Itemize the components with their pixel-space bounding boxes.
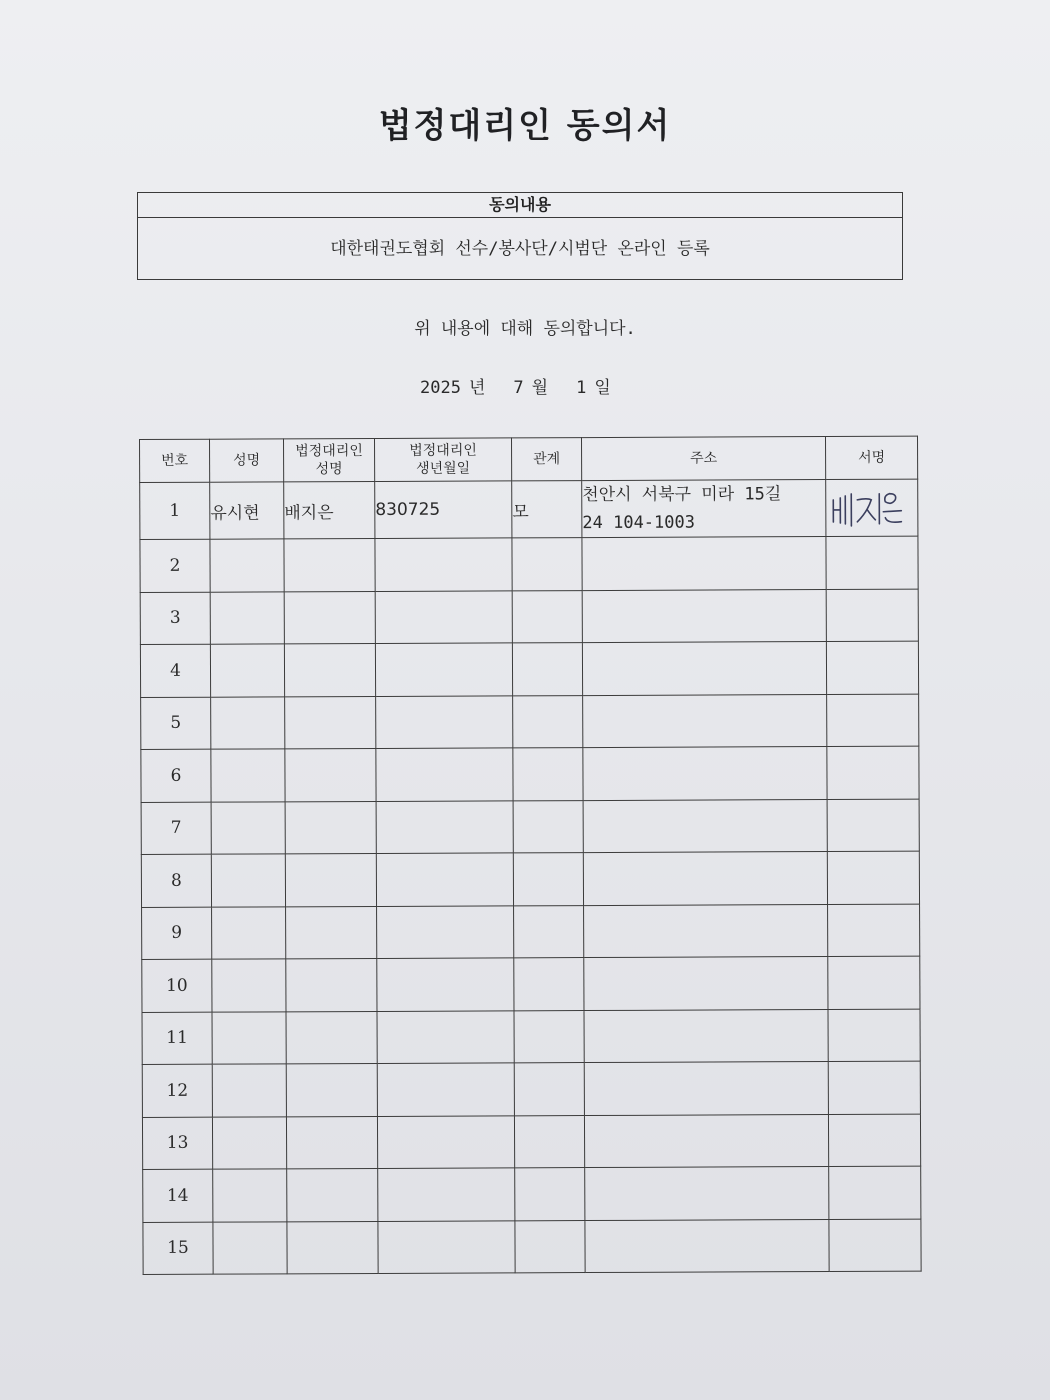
header-number: 번호	[140, 439, 210, 482]
row-relation	[513, 748, 583, 801]
row-name	[212, 906, 286, 959]
row-name	[211, 749, 285, 802]
row-guardian-name	[287, 1221, 378, 1274]
table-row	[142, 1009, 920, 1065]
row-name	[210, 591, 284, 644]
row-name	[212, 959, 286, 1012]
row-guardian-name	[286, 1011, 377, 1064]
row-name: 유시현	[210, 482, 284, 539]
row-address	[583, 747, 827, 801]
row-address	[584, 1114, 828, 1168]
row-number: 8	[141, 854, 211, 907]
row-guardian-name	[284, 538, 375, 591]
row-address-line1: 천안시 서북구 미라 15길	[582, 484, 782, 506]
table-row	[142, 956, 920, 1012]
date-month: 7	[513, 378, 524, 398]
row-number: 13	[142, 1117, 212, 1170]
signing-date	[420, 373, 619, 398]
row-signature	[828, 956, 920, 1009]
row-guardian-name	[286, 1116, 377, 1169]
row-guardian-birth	[376, 853, 513, 906]
row-guardian-birth	[377, 958, 514, 1011]
row-guardian-birth	[377, 1063, 514, 1116]
row-number: 7	[141, 802, 211, 855]
row-signature	[828, 1061, 920, 1114]
row-relation	[512, 643, 582, 696]
handwritten-signature	[827, 486, 917, 530]
row-number: 1	[140, 482, 210, 539]
row-guardian-birth	[378, 1168, 515, 1221]
row-address	[584, 1009, 828, 1063]
row-guardian-name	[285, 801, 376, 854]
row-guardian-birth	[376, 695, 513, 748]
row-name	[211, 696, 285, 749]
row-signature	[829, 1166, 921, 1219]
signature-stroke	[883, 511, 901, 523]
row-signature	[827, 746, 919, 799]
table-row	[141, 746, 919, 802]
row-name	[213, 1169, 287, 1222]
header-guardian-birth-line1: 법정대리인	[409, 442, 477, 459]
agreement-statement: 위 내용에 대해 동의합니다.	[414, 319, 636, 339]
date-year: 2025	[420, 378, 461, 398]
row-signature	[828, 904, 920, 957]
row-signature	[828, 1114, 920, 1167]
header-guardian-birth-line2: 생년월일	[416, 460, 471, 477]
row-guardian-birth: 830725	[375, 481, 512, 539]
header-guardian-name	[284, 438, 375, 481]
row-guardian-birth	[376, 800, 513, 853]
row-address	[585, 1219, 829, 1273]
row-relation	[515, 1168, 585, 1221]
row-address	[583, 799, 827, 853]
signature-stroke	[857, 499, 875, 522]
row-number: 2	[140, 539, 210, 592]
row-relation	[514, 1063, 584, 1116]
row-number: 4	[140, 644, 210, 697]
header-guardian-name-line2: 성명	[315, 461, 343, 478]
date-day: 1	[576, 378, 587, 398]
row-signature	[828, 1009, 920, 1062]
header-address: 주소	[581, 437, 825, 481]
row-signature	[829, 1219, 921, 1272]
row-address	[582, 642, 826, 696]
row-guardian-birth	[375, 538, 512, 591]
row-name	[211, 854, 285, 907]
row-address	[584, 956, 828, 1010]
row-guardian-birth	[377, 1115, 514, 1168]
row-name	[212, 1116, 286, 1169]
row-relation	[514, 1010, 584, 1063]
row-name	[212, 1064, 286, 1117]
table-row	[142, 1114, 920, 1170]
table-body	[140, 479, 921, 1274]
header-signature: 서명	[825, 436, 917, 479]
table-row	[140, 536, 918, 592]
row-address-line2: 24 104-1003	[582, 512, 696, 534]
row-relation	[513, 853, 583, 906]
table-row	[141, 851, 919, 907]
row-number: 3	[140, 592, 210, 645]
table-row	[142, 904, 920, 960]
signature-stroke	[884, 494, 895, 504]
row-address	[582, 589, 826, 643]
row-number: 5	[141, 697, 211, 750]
row-signature	[826, 641, 918, 694]
row-relation	[515, 1220, 585, 1273]
row-signature	[827, 694, 919, 747]
row-name	[213, 1221, 287, 1274]
table-row	[140, 479, 918, 539]
signature-stroke	[845, 494, 851, 526]
row-address	[585, 1166, 829, 1220]
row-signature	[826, 479, 918, 536]
row-relation	[512, 538, 582, 591]
row-relation	[513, 695, 583, 748]
date-year-unit: 년	[468, 378, 486, 398]
row-address	[584, 904, 828, 958]
row-number: 14	[143, 1169, 213, 1222]
row-relation	[513, 800, 583, 853]
row-number: 15	[143, 1222, 213, 1275]
table-row	[141, 694, 919, 750]
signature-stroke	[833, 498, 840, 523]
row-name	[211, 801, 285, 854]
row-guardian-birth	[376, 748, 513, 801]
row-name	[210, 539, 284, 592]
table-row	[141, 799, 919, 855]
row-signature	[826, 536, 918, 589]
row-number: 9	[142, 907, 212, 960]
date-day-unit: 일	[594, 378, 611, 398]
row-number: 11	[142, 1012, 212, 1065]
row-address	[582, 480, 826, 538]
consent-body: 대한태권도협회 선수/봉사단/시범단 온라인 등록	[330, 239, 710, 259]
table-row	[140, 589, 918, 645]
row-guardian-name: 배지은	[284, 481, 375, 538]
row-guardian-birth	[378, 1220, 515, 1273]
header-guardian-name-line1: 법정대리인	[295, 443, 363, 460]
header-guardian-birth	[374, 438, 511, 482]
row-signature	[827, 799, 919, 852]
row-relation: 모	[512, 481, 582, 538]
row-name	[212, 1011, 286, 1064]
row-guardian-name	[286, 906, 377, 959]
row-relation	[514, 1115, 584, 1168]
date-month-unit: 월	[531, 378, 549, 398]
row-guardian-name	[285, 696, 376, 749]
row-relation	[514, 958, 584, 1011]
consent-header: 동의내용	[138, 193, 902, 218]
row-number: 6	[141, 749, 211, 802]
table-row	[143, 1166, 921, 1222]
row-relation	[512, 590, 582, 643]
row-guardian-name	[285, 853, 376, 906]
header-relation: 관계	[511, 438, 581, 481]
row-address	[583, 694, 827, 748]
row-guardian-name	[286, 958, 377, 1011]
row-address	[584, 1061, 828, 1115]
row-guardian-name	[284, 643, 375, 696]
table-header-row	[140, 436, 918, 482]
header-name: 성명	[210, 439, 284, 482]
document-title: 법정대리인 동의서	[378, 106, 672, 146]
row-number: 10	[142, 959, 212, 1012]
row-guardian-name	[285, 748, 376, 801]
row-guardian-name	[284, 591, 375, 644]
row-guardian-birth	[377, 1010, 514, 1063]
row-guardian-birth	[377, 905, 514, 958]
row-name	[210, 644, 284, 697]
consent-content-box	[137, 192, 903, 280]
row-signature	[827, 851, 919, 904]
row-guardian-name	[286, 1063, 377, 1116]
row-signature	[826, 589, 918, 642]
row-relation	[514, 905, 584, 958]
row-number: 12	[142, 1064, 212, 1117]
guardian-table	[139, 436, 922, 1275]
table-row	[143, 1219, 921, 1275]
table-row	[142, 1061, 920, 1117]
row-address	[583, 852, 827, 906]
row-address	[582, 537, 826, 591]
row-guardian-birth	[375, 643, 512, 696]
table-row	[140, 641, 918, 697]
row-guardian-name	[287, 1168, 378, 1221]
row-guardian-birth	[375, 590, 512, 643]
